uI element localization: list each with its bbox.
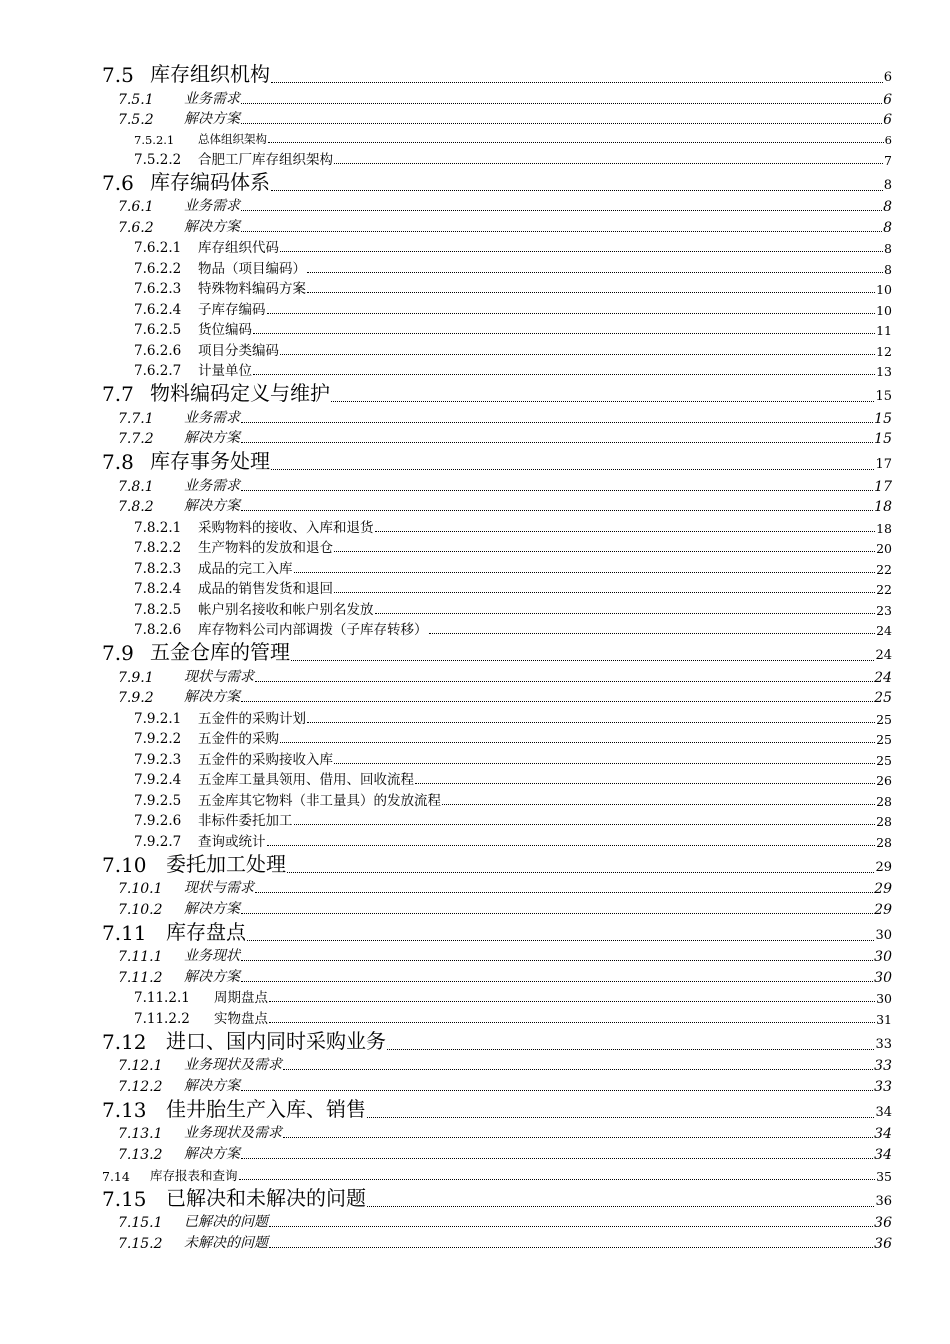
- toc-entry[interactable]: [102, 60, 892, 87]
- toc-entry-number: 7.6: [102, 170, 134, 195]
- toc-entry-number: 7.5.1: [118, 91, 154, 108]
- toc-entry-page: 33: [874, 1058, 892, 1074]
- toc-entry-title: 五金件的采购计划: [198, 710, 306, 727]
- toc-entry-title: 五金库工量具领用、借用、回收流程: [198, 772, 414, 788]
- toc-entry-page: 6: [883, 70, 892, 85]
- toc-entry[interactable]: [102, 945, 892, 966]
- toc-entry[interactable]: [102, 618, 892, 639]
- toc-entry-page: 29: [875, 859, 892, 875]
- toc-entry[interactable]: [102, 108, 892, 129]
- toc-entry-number: 7.5.2.1: [134, 133, 175, 147]
- toc-leader-dots: [241, 442, 873, 443]
- toc-entry[interactable]: [102, 747, 892, 768]
- toc-entry-page: 12: [876, 343, 892, 359]
- toc-entry-page: 28: [876, 793, 892, 809]
- toc-entry[interactable]: [102, 515, 892, 536]
- toc-entry-page: 15: [874, 431, 892, 447]
- toc-leader-dots: [283, 1069, 873, 1070]
- toc-leader-dots: [280, 354, 875, 355]
- toc-entry-page: 8: [884, 241, 892, 256]
- toc-entry-number: 7.12: [102, 1029, 147, 1054]
- toc-entry-title: 货位编码: [198, 322, 252, 338]
- toc-leader-dots: [307, 722, 875, 723]
- toc-entry-title: 合肥工厂库存组织架构: [198, 151, 333, 168]
- toc-leader-dots: [375, 531, 876, 532]
- toc-entry-number: 7.8.2.1: [134, 519, 182, 536]
- toc-leader-dots: [255, 681, 873, 682]
- toc-leader-dots: [241, 490, 873, 491]
- toc-leader-dots: [241, 510, 873, 511]
- toc-leader-dots: [241, 123, 882, 124]
- toc-entry-page: 24: [874, 669, 892, 686]
- toc-entry[interactable]: [102, 297, 892, 318]
- toc-entry-number: 7.11.1: [118, 949, 163, 965]
- toc-entry-number: 7.8.2.2: [134, 540, 182, 556]
- toc-leader-dots: [241, 960, 873, 961]
- toc-entry-number: 7.6.2.4: [134, 301, 182, 318]
- toc-entry-page: 10: [876, 302, 892, 318]
- toc-entry-page: 22: [876, 561, 892, 577]
- toc-entry-page: 30: [874, 969, 892, 986]
- toc-entry-title: 成品的销售发货和退回: [198, 581, 333, 597]
- toc-entry-page: 7: [884, 152, 892, 168]
- toc-leader-dots: [429, 633, 876, 634]
- toc-entry-number: 7.9.1: [118, 669, 154, 686]
- toc-entry[interactable]: [102, 965, 892, 986]
- toc-leader-dots: [294, 572, 876, 573]
- toc-entry[interactable]: [102, 338, 892, 359]
- toc-entry-number: 7.12.1: [118, 1058, 163, 1074]
- toc-entry-number: 7.7.2: [118, 431, 154, 447]
- toc-entry-page: 33: [874, 1078, 892, 1095]
- toc-entry-number: 7.9.2.2: [134, 731, 182, 747]
- toc-entry-number: 7.8.2.5: [134, 601, 182, 618]
- toc-entry-title: 解决方案: [184, 430, 240, 446]
- toc-leader-dots: [442, 804, 875, 805]
- toc-entry-number: 7.11.2: [118, 969, 163, 986]
- toc-leader-dots: [387, 1049, 874, 1050]
- toc-entry-title: 解决方案: [184, 1077, 240, 1094]
- toc-entry[interactable]: [102, 1211, 892, 1232]
- toc-entry-number: 7.9.2.5: [134, 792, 182, 809]
- toc-leader-dots: [239, 1179, 876, 1180]
- toc-entry-number: 7.15.1: [118, 1215, 163, 1231]
- toc-entry-title: 解决方案: [184, 498, 240, 514]
- toc-leader-dots: [268, 142, 884, 143]
- toc-entry-title: 业务现状及需求: [184, 1057, 282, 1073]
- toc-entry-number: 7.5.2: [118, 112, 154, 128]
- toc-entry[interactable]: [102, 809, 892, 830]
- toc-entry-title: 解决方案: [184, 218, 240, 235]
- toc-leader-dots: [247, 940, 874, 941]
- toc-entry[interactable]: [102, 427, 892, 448]
- toc-entry[interactable]: [102, 1142, 892, 1163]
- toc-leader-dots: [269, 1226, 873, 1227]
- toc-entry-page: 29: [874, 881, 892, 897]
- toc-entry-number: 7.10: [102, 852, 147, 877]
- toc-leader-dots: [269, 1247, 873, 1248]
- toc-entry-number: 7.7: [102, 382, 134, 406]
- toc-leader-dots: [283, 1137, 873, 1138]
- toc-entry[interactable]: [102, 1006, 892, 1027]
- toc-entry-page: 23: [876, 602, 892, 618]
- toc-entry-page: 24: [876, 623, 892, 638]
- toc-entry-number: 7.7.1: [118, 410, 154, 427]
- toc-leader-dots: [415, 783, 875, 784]
- toc-leader-dots: [241, 1158, 873, 1159]
- toc-entry[interactable]: [102, 536, 892, 557]
- toc-entry[interactable]: [102, 897, 892, 918]
- toc-entry-title: 已解决和未解决的问题: [166, 1185, 366, 1210]
- toc-entry-title: 业务现状: [184, 948, 240, 964]
- toc-entry-title: 五金件的采购接收入库: [198, 751, 333, 768]
- toc-entry-title: 解决方案: [184, 968, 240, 985]
- toc-entry-page: 6: [883, 112, 892, 128]
- toc-entry-title: 现状与需求: [184, 668, 254, 685]
- toc-entry-title: 五金仓库的管理: [150, 640, 290, 664]
- toc-entry-page: 30: [874, 949, 892, 965]
- toc-leader-dots: [241, 103, 882, 104]
- toc-entry-number: 7.5: [102, 63, 134, 87]
- toc-entry-title: 非标件委托加工: [198, 813, 293, 829]
- toc-entry-title: 帐户别名接收和帐户别名发放: [198, 601, 374, 618]
- toc-entry[interactable]: [102, 379, 892, 406]
- toc-leader-dots: [334, 592, 875, 593]
- toc-entry-title: 采购物料的接收、入库和退货: [198, 519, 374, 536]
- toc-entry[interactable]: [102, 768, 892, 789]
- toc-entry-page: 18: [876, 520, 892, 536]
- toc-entry-number: 7.11.2.1: [134, 990, 190, 1006]
- toc-leader-dots: [241, 210, 882, 211]
- toc-entry[interactable]: [102, 686, 892, 707]
- toc-leader-dots: [241, 701, 873, 702]
- toc-entry-title: 业务需求: [184, 409, 240, 426]
- toc-entry[interactable]: [102, 877, 892, 898]
- toc-entry[interactable]: [102, 447, 892, 474]
- toc-entry-page: 36: [874, 1215, 892, 1231]
- toc-leader-dots: [253, 374, 875, 375]
- toc-entry[interactable]: [102, 215, 892, 236]
- toc-entry-number: 7.8.2.6: [134, 622, 182, 638]
- toc-entry-title: 库存盘点: [166, 919, 246, 944]
- toc-entry-number: 7.13: [102, 1097, 147, 1122]
- toc-entry-number: 7.5.2.2: [134, 151, 182, 168]
- toc-leader-dots: [367, 1206, 874, 1207]
- toc-entry-number: 7.10.1: [118, 881, 163, 897]
- toc-entry-number: 7.9.2.3: [134, 751, 182, 768]
- toc-entry-number: 7.6.2.5: [134, 322, 182, 338]
- toc-entry-page: 36: [874, 1235, 892, 1252]
- toc-entry[interactable]: [102, 236, 892, 257]
- toc-entry-page: 34: [874, 1146, 892, 1163]
- toc-entry-page: 17: [875, 457, 892, 472]
- toc-entry-page: 28: [876, 814, 892, 829]
- toc-entry-number: 7.6.2.1: [134, 240, 182, 256]
- toc-entry-title: 进口、国内同时采购业务: [166, 1028, 386, 1053]
- toc-entry-page: 6: [884, 133, 892, 147]
- toc-entry-page: 33: [875, 1036, 892, 1052]
- toc-entry[interactable]: [102, 406, 892, 427]
- toc-leader-dots: [307, 272, 883, 273]
- toc-entry-page: 22: [876, 582, 892, 597]
- toc-leader-dots: [331, 401, 874, 402]
- toc-leader-dots: [241, 1090, 873, 1091]
- toc-entry-title: 总体组织架构: [198, 132, 267, 146]
- toc-leader-dots: [367, 1117, 874, 1118]
- toc-entry-page: 34: [874, 1126, 892, 1142]
- toc-entry-title: 五金件的采购: [198, 731, 279, 747]
- toc-entry-number: 7.8: [102, 450, 134, 474]
- toc-entry-page: 8: [883, 219, 892, 236]
- toc-entry[interactable]: [102, 918, 892, 945]
- toc-entry-title: 佳井胎生产入库、销售: [166, 1096, 366, 1121]
- toc-leader-dots: [269, 1022, 875, 1023]
- toc-entry-title: 成品的完工入库: [198, 560, 293, 577]
- toc-entry-number: 7.15.2: [118, 1235, 163, 1252]
- toc-entry-number: 7.8.2.3: [134, 560, 182, 577]
- toc-entry-title: 解决方案: [184, 900, 240, 917]
- toc-leader-dots: [271, 190, 883, 191]
- toc-entry-page: 13: [876, 364, 892, 379]
- toc-entry-page: 15: [874, 410, 892, 427]
- toc-entry-title: 解决方案: [184, 111, 240, 127]
- toc-entry[interactable]: [102, 1074, 892, 1095]
- toc-entry-number: 7.8.1: [118, 478, 154, 495]
- toc-entry-title: 未解决的问题: [184, 1234, 268, 1251]
- toc-entry-title: 子库存编码: [198, 301, 266, 318]
- toc-leader-dots: [280, 251, 883, 252]
- toc-entry-page: 8: [884, 261, 892, 277]
- toc-leader-dots: [291, 660, 874, 661]
- toc-entry-page: 31: [876, 1011, 892, 1027]
- toc-leader-dots: [375, 613, 876, 614]
- toc-entry[interactable]: [102, 1163, 892, 1184]
- toc-leader-dots: [280, 742, 875, 743]
- toc-entry-page: 11: [876, 323, 892, 338]
- toc-entry-page: 8: [883, 199, 892, 215]
- toc-entry-page: 29: [874, 901, 892, 918]
- toc-entry-page: 25: [876, 732, 892, 747]
- toc-entry-title: 已解决的问题: [184, 1214, 268, 1230]
- toc-entry-title: 物料编码定义与维护: [150, 381, 330, 405]
- toc-entry-number: 7.6.2.2: [134, 260, 182, 277]
- toc-entry-page: 18: [874, 499, 892, 515]
- toc-entry-title: 库存组织机构: [150, 62, 270, 86]
- toc-leader-dots: [241, 422, 873, 423]
- toc-entry[interactable]: [102, 277, 892, 298]
- toc-entry[interactable]: [102, 727, 892, 748]
- toc-entry-title: 周期盘点: [214, 990, 268, 1006]
- toc-entry-title: 现状与需求: [184, 880, 254, 896]
- toc-entry[interactable]: [102, 495, 892, 516]
- toc-entry-number: 7.6.1: [118, 199, 154, 215]
- toc-entry[interactable]: [102, 638, 892, 665]
- toc-entry[interactable]: [102, 577, 892, 598]
- toc-entry[interactable]: [102, 556, 892, 577]
- toc-entry[interactable]: [102, 665, 892, 686]
- toc-entry-title: 业务需求: [184, 198, 240, 214]
- toc-entry-page: 36: [875, 1193, 892, 1209]
- toc-entry-title: 库存物料公司内部调拨（子库存转移）: [198, 622, 428, 638]
- toc-leader-dots: [307, 292, 875, 293]
- toc-entry-number: 7.8.2: [118, 499, 154, 515]
- toc-entry-page: 25: [874, 690, 892, 706]
- toc-entry-number: 7.15: [102, 1186, 147, 1211]
- toc-entry[interactable]: [102, 850, 892, 877]
- toc-entry-number: 7.9: [102, 641, 134, 665]
- toc-entry-number: 7.9.2.6: [134, 813, 182, 829]
- toc-entry-number: 7.6.2: [118, 219, 154, 236]
- toc-entry-page: 20: [876, 541, 892, 556]
- toc-entry[interactable]: [102, 168, 892, 195]
- toc-entry-title: 业务现状及需求: [184, 1125, 282, 1141]
- toc-entry-title: 五金库其它物料（非工量具）的发放流程: [198, 792, 441, 809]
- toc-entry-number: 7.14: [102, 1168, 130, 1184]
- toc-entry-number: 7.6.2.7: [134, 363, 182, 379]
- toc-entry[interactable]: [102, 474, 892, 495]
- toc-entry[interactable]: [102, 829, 892, 850]
- toc-entry-title: 解决方案: [184, 1145, 240, 1162]
- toc-leader-dots: [241, 913, 873, 914]
- toc-leader-dots: [269, 1001, 875, 1002]
- toc-leader-dots: [241, 231, 882, 232]
- toc-entry-page: 17: [874, 478, 892, 495]
- toc-entry[interactable]: [102, 195, 892, 216]
- toc-leader-dots: [253, 333, 875, 334]
- toc-entry-title: 查询或统计: [198, 833, 266, 850]
- toc-entry[interactable]: [102, 788, 892, 809]
- toc-entry-page: 15: [875, 389, 892, 404]
- toc-entry-title: 解决方案: [184, 689, 240, 705]
- toc-leader-dots: [255, 892, 873, 893]
- toc-entry-page: 6: [883, 91, 892, 108]
- toc-entry[interactable]: [102, 1231, 892, 1252]
- toc-entry[interactable]: [102, 597, 892, 618]
- toc-entry-number: 7.13.2: [118, 1146, 163, 1163]
- toc-leader-dots: [334, 551, 875, 552]
- toc-entry[interactable]: [102, 147, 892, 168]
- toc-entry-title: 计量单位: [198, 363, 252, 379]
- toc-entry[interactable]: [102, 986, 892, 1007]
- toc-leader-dots: [287, 872, 874, 873]
- toc-entry-title: 库存报表和查询: [150, 1167, 238, 1183]
- toc-entry-title: 业务需求: [184, 90, 240, 107]
- toc-entry-page: 34: [875, 1104, 892, 1120]
- toc-entry-page: 25: [876, 711, 892, 727]
- toc-leader-dots: [334, 163, 883, 164]
- toc-entry-page: 35: [876, 1168, 892, 1184]
- toc-entry-title: 实物盘点: [214, 1010, 268, 1027]
- toc-entry[interactable]: [102, 359, 892, 380]
- toc-entry-number: 7.8.2.4: [134, 581, 182, 597]
- toc-entry[interactable]: [102, 1095, 892, 1122]
- toc-entry[interactable]: [102, 1054, 892, 1075]
- toc-entry-page: 26: [876, 773, 892, 788]
- toc-entry-page: 30: [875, 927, 892, 943]
- toc-entry-title: 库存组织代码: [198, 240, 279, 256]
- toc-leader-dots: [267, 313, 876, 314]
- toc-entry[interactable]: [102, 1122, 892, 1143]
- toc-entry-page: 10: [876, 282, 892, 297]
- toc-entry-number: 7.13.1: [118, 1126, 163, 1142]
- toc-entry-number: 7.9.2: [118, 690, 154, 706]
- toc-entry-page: 30: [876, 991, 892, 1006]
- toc-entry-number: 7.6.2.3: [134, 281, 182, 297]
- toc-entry[interactable]: [102, 1027, 892, 1054]
- toc-leader-dots: [271, 82, 883, 83]
- toc-entry-title: 库存编码体系: [150, 169, 270, 194]
- toc-entry-number: 7.6.2.6: [134, 342, 182, 359]
- toc-entry-number: 7.9.2.7: [134, 833, 182, 850]
- toc-entry-page: 8: [883, 177, 892, 193]
- toc-entry-number: 7.9.2.4: [134, 772, 182, 788]
- toc-entry-title: 业务需求: [184, 477, 240, 494]
- toc-entry-title: 特殊物料编码方案: [198, 281, 306, 297]
- toc-entry-title: 物品（项目编码）: [198, 260, 306, 277]
- toc-entry[interactable]: [102, 256, 892, 277]
- toc-entry[interactable]: [102, 706, 892, 727]
- toc-entry[interactable]: [102, 128, 892, 147]
- toc-leader-dots: [267, 845, 876, 846]
- toc-entry-title: 库存事务处理: [150, 449, 270, 473]
- toc-entry-title: 委托加工处理: [166, 851, 286, 876]
- toc-entry-page: 28: [876, 834, 892, 850]
- toc-entry-number: 7.10.2: [118, 901, 163, 918]
- toc-entry-page: 25: [876, 752, 892, 768]
- toc-leader-dots: [241, 981, 873, 982]
- toc-leader-dots: [334, 763, 875, 764]
- toc-entry[interactable]: [102, 87, 892, 108]
- toc-entry-page: 24: [875, 648, 892, 663]
- toc-entry-title: 项目分类编码: [198, 342, 279, 359]
- table-of-contents: [102, 60, 892, 1252]
- toc-entry[interactable]: [102, 318, 892, 339]
- toc-leader-dots: [294, 824, 876, 825]
- toc-entry[interactable]: [102, 1184, 892, 1211]
- toc-entry-number: 7.12.2: [118, 1078, 163, 1095]
- toc-leader-dots: [271, 469, 874, 470]
- toc-entry-title: 生产物料的发放和退仓: [198, 540, 333, 556]
- toc-entry-number: 7.9.2.1: [134, 710, 182, 727]
- toc-entry-number: 7.11.2.2: [134, 1010, 190, 1027]
- toc-entry-number: 7.11: [102, 920, 147, 945]
